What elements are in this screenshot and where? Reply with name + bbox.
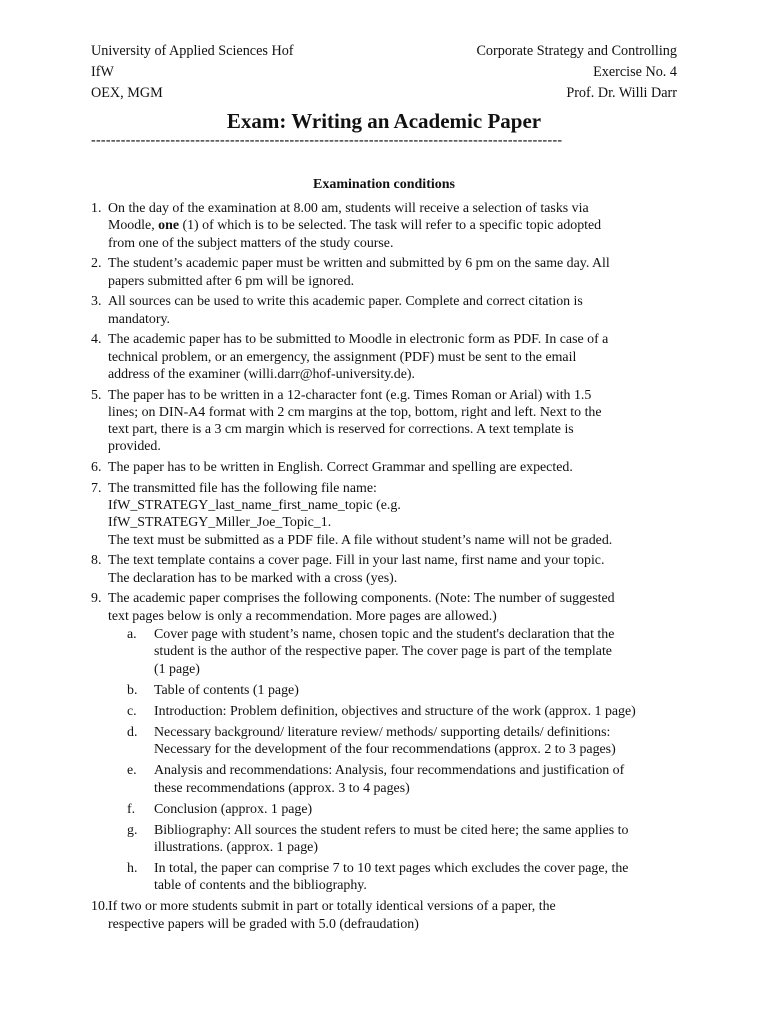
condition-text-line: The text template contains a cover page. Fill in your last name, first name and your topic. <box>108 553 605 569</box>
condition-text-line: IfW_STRATEGY_last_name_first_name_topic (e.g. <box>108 498 401 514</box>
course-name: Corporate Strategy and Controlling <box>476 43 677 59</box>
component-text-line: these recommendations (approx. 3 to 4 pages) <box>154 780 410 796</box>
component-text-line: Necessary background/ literature review/ methods/ supporting details/ definitions: <box>154 724 611 740</box>
condition-item <box>91 293 683 328</box>
condition-text-line: If two or more students submit in part or totally identical versions of a paper, the <box>108 899 556 915</box>
condition-text-line: address of the examiner (willi.darr@hof-university.de). <box>108 366 415 382</box>
component-item <box>125 801 683 818</box>
condition-text-line: technical problem, or an emergency, the assignment (PDF) must be sent to the email <box>108 349 577 365</box>
component-text-line: Bibliography: All sources the student refers to must be cited here; the same applies to <box>154 822 629 838</box>
component-letter: a. <box>127 626 137 642</box>
component-text-line: student is the author of the respective paper. The cover page is part of the template <box>154 644 612 660</box>
conditions-list <box>91 200 683 936</box>
condition-text-line: The paper has to be written in a 12-character font (e.g. Times Roman or Arial) with 1.5 <box>108 387 592 403</box>
condition-number: 5. <box>91 387 102 403</box>
component-text-line: (1 page) <box>154 661 200 677</box>
component-letter: d. <box>127 724 138 740</box>
component-letter: b. <box>127 682 138 698</box>
condition-text-line: mandatory. <box>108 311 170 327</box>
condition-text-line: All sources can be used to write this academic paper. Complete and correct citation is <box>108 294 583 310</box>
component-text-line: Cover page with student’s name, chosen topic and the student's declaration that the <box>154 626 615 642</box>
condition-text-line: from one of the subject matters of the study course. <box>108 235 394 251</box>
header-row-2 <box>91 63 677 81</box>
condition-text-line: IfW_STRATEGY_Miller_Joe_Topic_1. <box>108 515 332 531</box>
component-text-line: illustrations. (approx. 1 page) <box>154 840 318 855</box>
condition-number: 6. <box>91 460 102 476</box>
component-letter: c. <box>127 703 137 719</box>
condition-text-line: The academic paper comprises the following components. (Note: The number of suggested <box>108 591 615 607</box>
exercise-number: Exercise No. 4 <box>593 64 677 80</box>
component-item <box>125 762 683 797</box>
component-text-line: In total, the paper can comprise 7 to 10 text pages which excludes the cover page, the <box>154 861 629 877</box>
component-text-line: Analysis and recommendations: Analysis, four recommendations and justification of <box>154 763 625 779</box>
condition-number: 3. <box>91 294 102 310</box>
component-letter: h. <box>127 861 138 877</box>
component-text-line: Introduction: Problem definition, objectives and structure of the work (approx. 1 page) <box>154 703 636 719</box>
header-row-3 <box>91 84 677 102</box>
condition-text-line: On the day of the examination at 8.00 am, students will receive a selection of tasks via <box>108 201 589 216</box>
title-separator: ----------------------------------------------------------------------------------------------- <box>91 133 563 148</box>
condition-text-line: The student’s academic paper must be written and submitted by 6 pm on the same day. All <box>108 256 610 272</box>
component-letter: f. <box>127 801 136 817</box>
header-row-1 <box>91 42 677 60</box>
condition-item <box>91 459 683 476</box>
component-text-line: Conclusion (approx. 1 page) <box>154 801 313 817</box>
condition-text-line: provided. <box>108 439 161 455</box>
component-item <box>125 822 683 857</box>
condition-item <box>91 331 683 383</box>
condition-text-line: Moodle, one (1) of which is to be selected. The task will refer to a specific topic adopted <box>108 218 602 234</box>
condition-item <box>91 480 683 549</box>
condition-text-line: The academic paper has to be submitted to Moodle in electronic form as PDF. In case of a <box>108 332 609 348</box>
condition-text-line: The paper has to be written in English. Correct Grammar and spelling are expected. <box>108 460 573 476</box>
page-title: Exam: Writing an Academic Paper <box>226 109 542 133</box>
condition-number: 7. <box>91 480 102 496</box>
program-codes: OEX, MGM <box>91 85 163 101</box>
condition-item <box>91 590 683 894</box>
condition-number: 1. <box>91 201 102 216</box>
component-item <box>125 682 683 699</box>
condition-number: 2. <box>91 256 102 272</box>
component-text-line: Table of contents (1 page) <box>154 682 299 698</box>
condition-number: 9. <box>91 591 102 607</box>
component-item <box>125 860 683 895</box>
component-item <box>125 724 683 759</box>
component-item <box>125 703 683 720</box>
condition-number: 10. <box>91 899 109 915</box>
condition-item <box>91 552 683 587</box>
professor-name: Prof. Dr. Willi Darr <box>566 85 677 101</box>
university-name: University of Applied Sciences Hof <box>91 43 294 59</box>
component-list <box>108 626 683 895</box>
institute-name: IfW <box>91 64 114 80</box>
component-letter: g. <box>127 822 138 838</box>
condition-text-line: lines; on DIN-A4 format with 2 cm margins at the top, bottom, right and left. Next to the <box>108 404 602 420</box>
condition-item <box>91 255 683 290</box>
condition-text-line: The transmitted file has the following file name: <box>108 480 377 496</box>
section-heading: Examination conditions <box>313 177 455 192</box>
condition-text-line: respective papers will be graded with 5.0 (defraudation) <box>108 916 419 932</box>
condition-text-line: text part, there is a 3 cm margin which is reserved for corrections. A text template is <box>108 422 574 438</box>
condition-text-line: papers submitted after 6 pm will be ignored. <box>108 273 355 289</box>
condition-text-line: The declaration has to be marked with a cross (yes). <box>108 570 398 586</box>
condition-item <box>91 200 683 252</box>
emphasis-text: one <box>158 218 180 234</box>
component-item <box>125 626 683 678</box>
condition-text-line: text pages below is only a recommendation. More pages are allowed.) <box>108 608 497 624</box>
condition-item <box>91 387 683 456</box>
condition-number: 8. <box>91 553 102 569</box>
condition-text-line: The text must be submitted as a PDF file. A file without student’s name will not be graded. <box>108 532 613 548</box>
condition-number: 4. <box>91 332 102 348</box>
component-text-line: Necessary for the development of the four recommendations (approx. 2 to 3 pages) <box>154 742 616 758</box>
component-text-line: table of contents and the bibliography. <box>154 878 367 894</box>
component-letter: e. <box>127 763 137 779</box>
condition-item <box>91 898 683 933</box>
